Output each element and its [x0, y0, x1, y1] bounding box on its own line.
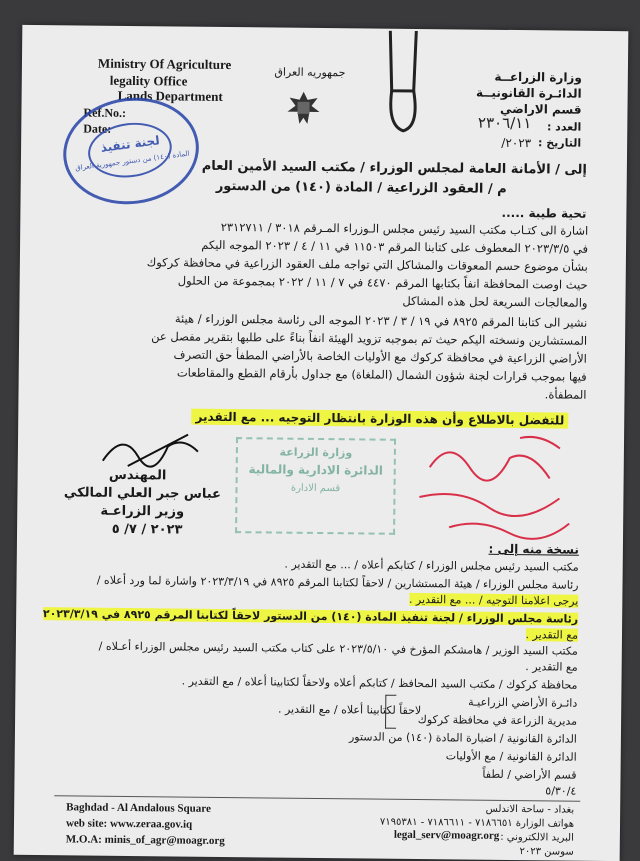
ministry-en: Ministry Of Agriculture [97, 55, 232, 73]
stamp-text-1: لجنة تنفيذ [99, 133, 161, 155]
copy-item-3b: مع التقدير . [525, 628, 579, 642]
copy-item-3: رئاسة مجلس الوزراء / لجنة تنفيذ المادة (١٤٠) من الدستور لاحقاً لكتابنا المرقم ٨٩٢٥ في ٢٠٢٣/٣/١٩ [42, 607, 579, 626]
body-line-6: نشير الى كتابنا المرقم ٨٩٢٥ في ١٩ / ٣ / ٢٠٢٣ الموجه الى رئاسة مجلس الوزراء / هيئة [174, 311, 588, 330]
copies-title: نسخة منه إلى : [488, 541, 579, 557]
signature-date: ٢٠٢٣ / ٧/ ٥ [111, 521, 183, 538]
number-value: ٢٣٠٦/١١ [477, 113, 532, 133]
stamp-text-2: المادة (١٤٠) من دستور جمهورية العراق [74, 149, 190, 173]
copy-item-4: مكتب السيد الوزير / هامشكم المؤرخ في ٢٠٢٣/٥/١٠ على كتاب مكتب السيد رئيس مجلس الوزراء أعـلاه / [98, 639, 578, 658]
handwritten-annotation-icon [409, 427, 580, 549]
footer-web-en: web site: www.zeraa.gov.iq [65, 817, 193, 831]
body-line-1: اشارة الى كتـاب مكتب السيد رئيس مجلس الـوزراء المـرقم ٣٠١٨ / ٢٣١٢٧١١ [220, 219, 589, 238]
green-stamp-line-1: وزارة الزراعة [279, 445, 353, 460]
addressee: إلى / الأمانة العامة لمجلس الوزراء / مكتب السيد الأمين العام [201, 158, 587, 178]
body-line-4: حيث اوصت المحافظة انفاً بكتابها المرقم ٤٤٧٠ في ٧ / ١١ / ٢٠٢٢ بمجموعة من الحلول [177, 273, 588, 292]
country-ar: جمهوريه العراق [274, 65, 346, 80]
footer-author: سوسن ٢٠٢٣ [519, 846, 574, 858]
signature-name: عباس جبر العلي المالكي [63, 485, 222, 502]
footer-email-en: M.O.A: minis_of_agr@moagr.org [65, 833, 225, 848]
document-page [14, 25, 629, 861]
body-line-2: في ٢٠٢٣/٣/٥ المعطوف على كتابنا المرقم ١١٥٠٣ في ١١ / ٤ / ٢٠٢٣ الموجه اليكم [201, 237, 589, 256]
legal-office-en: legality Office [109, 72, 188, 89]
bracket-icon [385, 695, 396, 729]
footer-address-en: Baghdad - Al Andalous Square [66, 801, 211, 815]
copy-item-10: قسم الأراضي / لطفاً [482, 767, 577, 782]
green-stamp-line-2: الدائرة الادارية والمالية [248, 462, 383, 478]
subject: م / العقود الزراعية / المادة (١٤٠) من الدستور [215, 178, 507, 197]
body-line-10: المطفأة. [544, 387, 587, 402]
ref-no-label: Ref.No.: [83, 105, 127, 120]
footer-email-value: legal_serv@moagr.org [393, 828, 500, 842]
body-line-8: الأراضي الزراعية في محافظة كركوك مع الأوليات الخاصة بالأراضي المطفأ حق التصرف [173, 347, 587, 366]
greeting: تحية طيبة ..... [501, 205, 587, 221]
ref-code: ٥/٣٠/٤ [545, 784, 577, 798]
copy-item-2b: يرجى اعلامنا التوجيه / ... مع التقدير . [408, 592, 579, 608]
footer-divider [54, 795, 580, 802]
copy-item-7: مديرية الزراعة في محافظة كركوك [417, 713, 578, 728]
date-value: ٢٠٢٣/ [501, 135, 532, 151]
green-rectangular-stamp [235, 437, 396, 535]
number-label: العدد : [546, 120, 582, 134]
signature-role: وزير الزراعـة [100, 503, 185, 520]
body-line-5: والمعالجات السريعة لحل هذه المشاكل [402, 293, 588, 310]
copy-item-6: دائـرة الأراضي الزراعيـة [468, 695, 578, 710]
ministry-ar: وزارة الزراعــة [494, 69, 582, 85]
date-label-en: Date: [83, 121, 112, 136]
lands-dept-en: Lands Department [117, 87, 223, 104]
green-stamp-line-3: قسم الادارة [290, 482, 341, 495]
copy-item-2: رئاسة مجلس الوزراء / هيئة المستشارين / لاحقاً لكتابنا المرقم ٨٩٢٥ في ٢٠٢٣/٣/١٩ واشارة لما ورد أعلاه / [96, 573, 579, 592]
body-line-9: فيها بموجب قرارات لجنة شؤون الشمال (الملغاة) مع جداول بأرقام القطع والمقاطعات [176, 365, 587, 384]
copy-item-4b: مع التقدير . [525, 660, 578, 674]
footer-address-ar: بغداد - ساحة الاندلس [485, 803, 575, 816]
signature-title: المهندس [108, 467, 167, 484]
copies-bracket-note: لاحقاً لكتابينا أعلاه / مع التقدير . [277, 702, 422, 718]
copy-item-1: مكتب السيد رئيس مجلس الوزراء / كتابكم أعلاه / ... مع التقدير . [284, 557, 579, 574]
binder-clip-icon [379, 31, 428, 151]
dept-ar: قسم الاراضي [499, 101, 582, 117]
copy-item-9: الدائرة القانونية / مع الأوليات [445, 749, 577, 764]
footer-email-label-ar: البريد الالكتروني : [500, 831, 574, 844]
legal-ar: الدائـرة القانونيــة [475, 85, 582, 101]
request-line: للتفضل بالاطلاع وأن هذه الوزارة بانتظار التوجيه ... مع التقدير [191, 409, 568, 429]
footer-phones-ar: هواتف الوزارة ٧١٨٦٦٥١ - ٧١٨٦٦١١ - ٧١٩٥٣٨١ [379, 816, 575, 830]
body-line-3: بشأن موضوع حسم المعوقات والمشاكل التي تواجه ملف العقود الزراعية في محافظة كركوك [146, 255, 588, 274]
date-label-ar: التاريخ : [537, 136, 582, 150]
body-line-7: المستشارين ونسخته اليكم حيث تم بموجبه تزويد الهيئة انفاً بناءً على طلبها بتقرير مفصل عن [151, 329, 588, 348]
iraq-emblem-icon [283, 88, 323, 130]
blue-circular-stamp [57, 90, 206, 213]
copy-item-5: محافظة كركوك / مكتب السيد المحافظ / كتابكم أعلاه ولاحقاً لكتابينا أعلاه / مع التقدير . [181, 674, 578, 692]
copy-item-8: الدائرة القانونية / اضبارة المادة (١٤٠) من الدستور [348, 730, 577, 746]
